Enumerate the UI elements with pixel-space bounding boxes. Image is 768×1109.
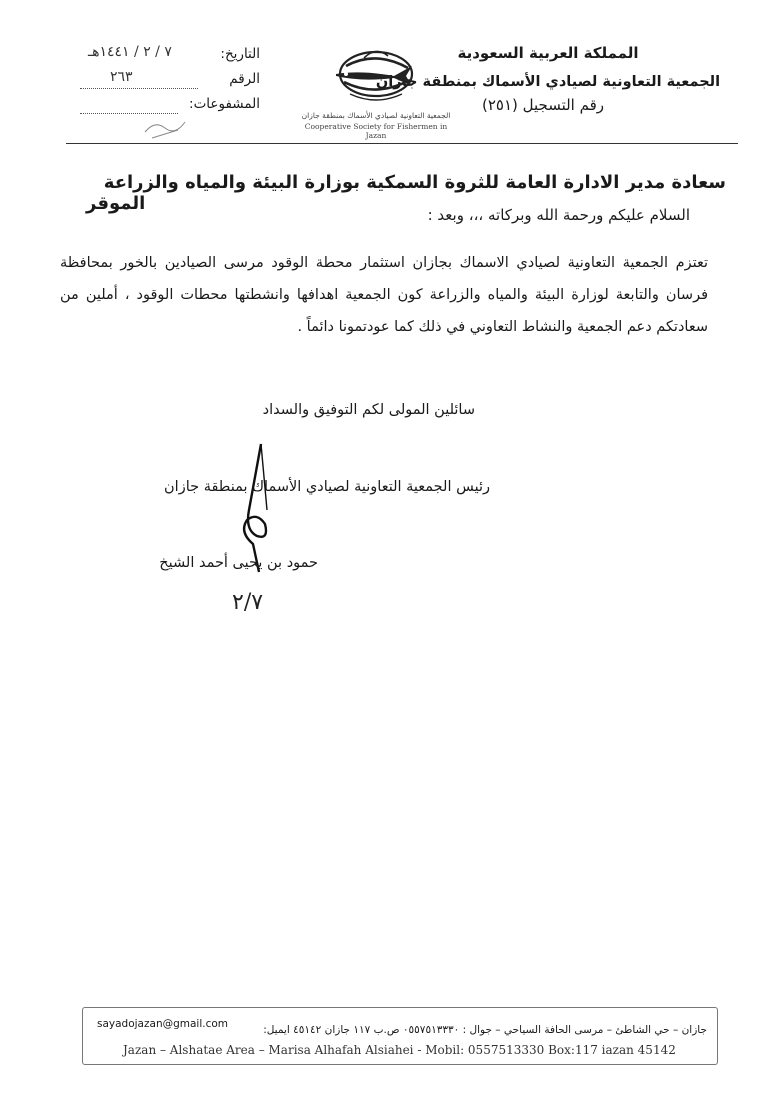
handwritten-initials-text: ٢/٧ — [232, 590, 264, 615]
date-field — [80, 46, 260, 68]
footer-box — [82, 1007, 718, 1065]
logo-caption-arabic: الجمعية التعاونية لصيادي الأسماك بمنطقة جازان — [301, 111, 451, 120]
kingdom-heading: المملكة العربية السعودية — [457, 44, 639, 62]
signatory-name: حمود بن يحيى أحمد الشيخ — [159, 555, 318, 571]
number-field — [80, 71, 260, 93]
honorific: الموقر — [86, 193, 146, 214]
footer-email: sayadojazan@gmail.com — [97, 1018, 229, 1030]
closing-line: سائلين المولى لكم التوفيق والسداد — [262, 402, 475, 418]
addressee-text: سعادة مدير الادارة العامة للثروة السمكية بوزارة البيئة والمياه والزراعة — [103, 172, 726, 193]
greeting: السلام عليكم ورحمة الله وبركاته ،،، وبعد : — [427, 206, 690, 224]
handwritten-initials — [232, 590, 292, 624]
date-label: التاريخ: — [220, 46, 260, 62]
date-value: ٧ / ٢ / ١٤٤١هـ — [88, 44, 172, 60]
number-value: ٢٦٣ — [110, 69, 133, 85]
footer-address-arabic: جازان – حي الشاطئ – مرسى الحافة السياحي – جوال : ٠٥٥٧٥١٣٣٣٠ ص.ب ١١٧ جازان ٤٥١٤٢ ايميل: — [263, 1024, 707, 1036]
attachments-label: المشفوعات: — [189, 96, 260, 112]
society-name-heading: الجمعية التعاونية لصيادي الأسماك بمنطقة جازان — [375, 74, 721, 90]
number-label: الرقم — [229, 71, 260, 87]
fish-logo-icon — [306, 36, 446, 136]
logo-caption-english: Cooperative Society for Fishermen in Jazan — [304, 122, 448, 140]
registration-number: رقم التسجيل (٢٥١) — [481, 96, 605, 114]
signatory-title: رئيس الجمعية التعاونية لصيادي الأسماك بمنطقة جازان — [164, 479, 490, 495]
footer-address-english: Jazan – Alshatae Area – Marisa Alhafah Alsiahei - Mobil: 0557513330 Box:117 iazan 45142 — [123, 1043, 676, 1057]
number-dotted-line — [80, 88, 198, 89]
scribble-mark — [140, 112, 190, 142]
letter-body: تعتزم الجمعية التعاونية لصيادي الاسماك بجازان استثمار محطة الوقود مرسى الصيادين بالخور بمحافظة فرسان والتابعة لوزارة البيئة والمياه والزراعة كون الجمعية اهدافها وانشطتها محطات الوقود ، أملين من سعادتكم دعم الجمعية والنشاط التعاوني في ذلك كما عودتمونا دائماً . — [60, 255, 708, 335]
header-divider — [66, 143, 738, 144]
